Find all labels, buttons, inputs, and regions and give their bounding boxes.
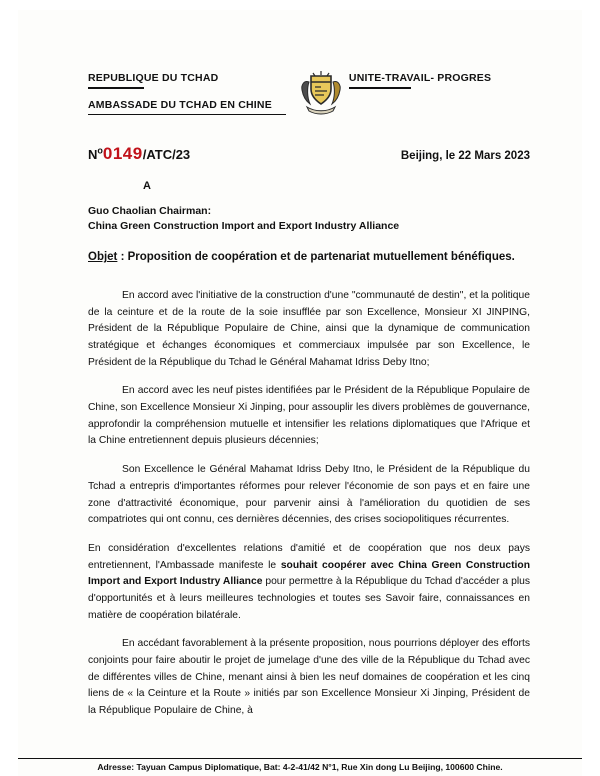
paragraph-closing: En accédant favorablement à la présente proposition, nous pourrions déployer des efforts conjoints pour faire aboutir le projet de jumelage d'une des ville de la République du Tchad avec de différentes villes de Chine, menant ainsi à bien les neuf domaines de coopération et les cinq liens de « la Ceinture et la Route » initiés par son Excellence Monsieur Xi Jinping, Président de la République Populaire de Chine, à xyxy=(88,638,530,716)
addressee-name: Guo Chaolian Chairman: xyxy=(88,205,212,217)
subject-label: Objet xyxy=(88,251,118,264)
reference-prefix-sup: o xyxy=(97,145,103,156)
reference-suffix: /ATC/23 xyxy=(142,147,191,162)
paragraph-text-bold: souhait coopérer avec China Green Construction Import and Export Industry Alliance xyxy=(88,559,530,588)
motto: UNITE-TRAVAIL- PROGRES xyxy=(348,72,492,84)
reference-number xyxy=(88,144,190,164)
paragraph: En accord avec l'initiative de la construction d'une "communauté de destin", et la politique de la ceinture et de la route de la soie insufflée par son Excellence, Monsieur XI JINPING, Président de la République Populaire de Chine, ainsi que la dynamique de communication stratégique et échanges économiques et commerciaux impulsée par son Excellence, le Président de la République du Tchad le Général Mahamat Idriss Deby Itno; xyxy=(88,290,530,368)
motto-rule xyxy=(349,87,411,89)
addressee-organization: China Green Construction Import and Export Industry Alliance xyxy=(88,220,400,233)
reference-prefix: N xyxy=(88,147,98,162)
embassy-underline xyxy=(88,114,286,116)
place-date: Beijing, le 22 Mars 2023 xyxy=(400,150,530,162)
paragraph-partnership xyxy=(88,541,530,624)
reference-digits: 0149 xyxy=(102,144,143,163)
paragraph: En accord avec les neuf pistes identifiées par le Président de la République Populaire de Chine, son Excellence Monsieur Xi Jinping, pour assouplir les divers problèmes de gouvernance, approfondir la compréhension mutuelle et intensifier les relations diplomatiques que l'Afrique et la Chine entretiennent depuis plusieurs décennies; xyxy=(88,385,530,447)
coat-of-arms-icon xyxy=(293,62,349,118)
embassy-title: AMBASSADE DU TCHAD EN CHINE xyxy=(88,98,272,111)
paragraph: Son Excellence le Général Mahamat Idriss Deby Itno, le Président de la République du Tchad a entrepris d'importantes réformes pour relever l'économie de son pays et en faire une zone d'attractivité économique, pour parvenir ainsi à l'amélioration du quotidien de ses compatriotes qui ont connu, ces dernières décennies, des crises sociopolitiques récurrentes. xyxy=(88,464,530,526)
addressee-marker: A xyxy=(143,180,151,192)
reference-row xyxy=(88,144,530,164)
paragraph-text-before: En considération d'excellentes relations d'amitié et de coopération que nos deux pays entretiennent, l'Ambassade manifeste le xyxy=(88,542,530,571)
letter-body xyxy=(88,288,530,719)
republic-title: REPUBLIQUE DU TCHAD xyxy=(88,72,219,84)
subject-line xyxy=(88,249,530,266)
letterhead xyxy=(88,66,530,118)
divider-rule xyxy=(88,87,144,89)
paragraph-text-after: pour permettre à la République du Tchad d'accéder a plus d'opportunités et à leurs meilleures technologies et toutes ses Savoir faire, connaissances en matière de coopération bilatérale. xyxy=(88,576,530,621)
addressee-block xyxy=(88,204,530,234)
letterhead-left xyxy=(88,66,293,115)
page-footer: Adresse: Tayuan Campus Diplomatique, Bat: 4-2-41/42 N°1, Rue Xin dong Lu Beijing, 100600 Chine. xyxy=(18,758,582,776)
paper-sheet xyxy=(18,10,582,776)
document-content xyxy=(88,66,530,732)
subject-text: : Proposition de coopération et de partenariat mutuellement bénéfiques. xyxy=(117,251,515,264)
letterhead-right xyxy=(349,66,530,99)
